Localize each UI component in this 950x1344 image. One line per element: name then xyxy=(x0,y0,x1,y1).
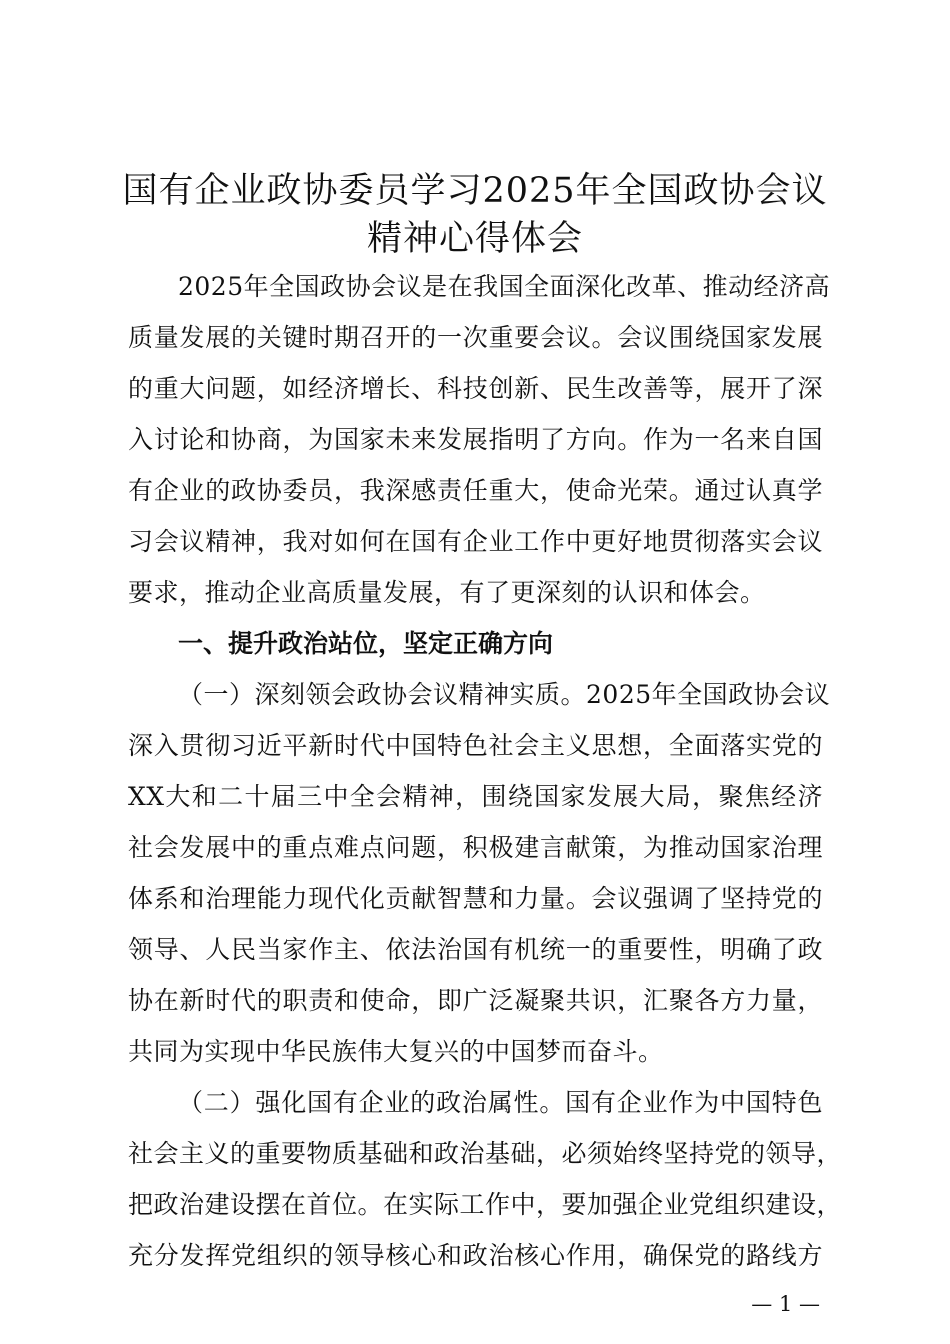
para1-line: 体系和治理能力现代化贡献智慧和力量。会议强调了坚持党的 xyxy=(128,884,823,913)
intro-line: 入讨论和协商，为国家未来发展指明了方向。作为一名来自国 xyxy=(128,425,823,454)
para1-line: （一）深刻领会政协会议精神实质。2025年全国政协会议 xyxy=(178,680,831,709)
para1-line: 深入贯彻习近平新时代中国特色社会主义思想，全面落实党的 xyxy=(128,731,823,760)
document-title-line-2: 精神心得体会 xyxy=(366,219,583,259)
para1-line: 领导、人民当家作主、依法治国有机统一的重要性，明确了政 xyxy=(128,935,823,964)
intro-line: 的重大问题，如经济增长、科技创新、民生改善等，展开了深 xyxy=(128,374,823,403)
section-heading-1: 一、提升政治站位，坚定正确方向 xyxy=(178,629,554,658)
para2-line: 社会主义的重要物质基础和政治基础，必须始终坚持党的领导， xyxy=(128,1139,843,1168)
document-title-line-1: 国有企业政协委员学习2025年全国政协会议 xyxy=(122,171,828,211)
para2-line: 把政治建设摆在首位。在实际工作中，要加强企业党组织建设， xyxy=(128,1190,843,1219)
page-number: — 1 — xyxy=(751,1292,820,1316)
intro-line: 习会议精神，我对如何在国有企业工作中更好地贯彻落实会议 xyxy=(128,527,823,556)
intro-line: 要求，推动企业高质量发展，有了更深刻的认识和体会。 xyxy=(128,578,766,607)
para1-line: 协在新时代的职责和使命，即广泛凝聚共识，汇聚各方力量， xyxy=(128,986,823,1015)
intro-line: 2025年全国政协会议是在我国全面深化改革、推动经济高 xyxy=(178,272,831,301)
intro-line: 有企业的政协委员，我深感责任重大，使命光荣。通过认真学 xyxy=(128,476,823,505)
para2-line: （二）强化国有企业的政治属性。国有企业作为中国特色 xyxy=(178,1088,823,1117)
para2-line: 充分发挥党组织的领导核心和政治核心作用，确保党的路线方 xyxy=(128,1241,823,1270)
intro-line: 质量发展的关键时期召开的一次重要会议。会议围绕国家发展 xyxy=(128,323,823,352)
para1-line: 共同为实现中华民族伟大复兴的中国梦而奋斗。 xyxy=(128,1037,664,1066)
para1-line: XX大和二十届三中全会精神，围绕国家发展大局，聚焦经济 xyxy=(128,782,823,811)
para1-line: 社会发展中的重点难点问题，积极建言献策，为推动国家治理 xyxy=(128,833,823,862)
